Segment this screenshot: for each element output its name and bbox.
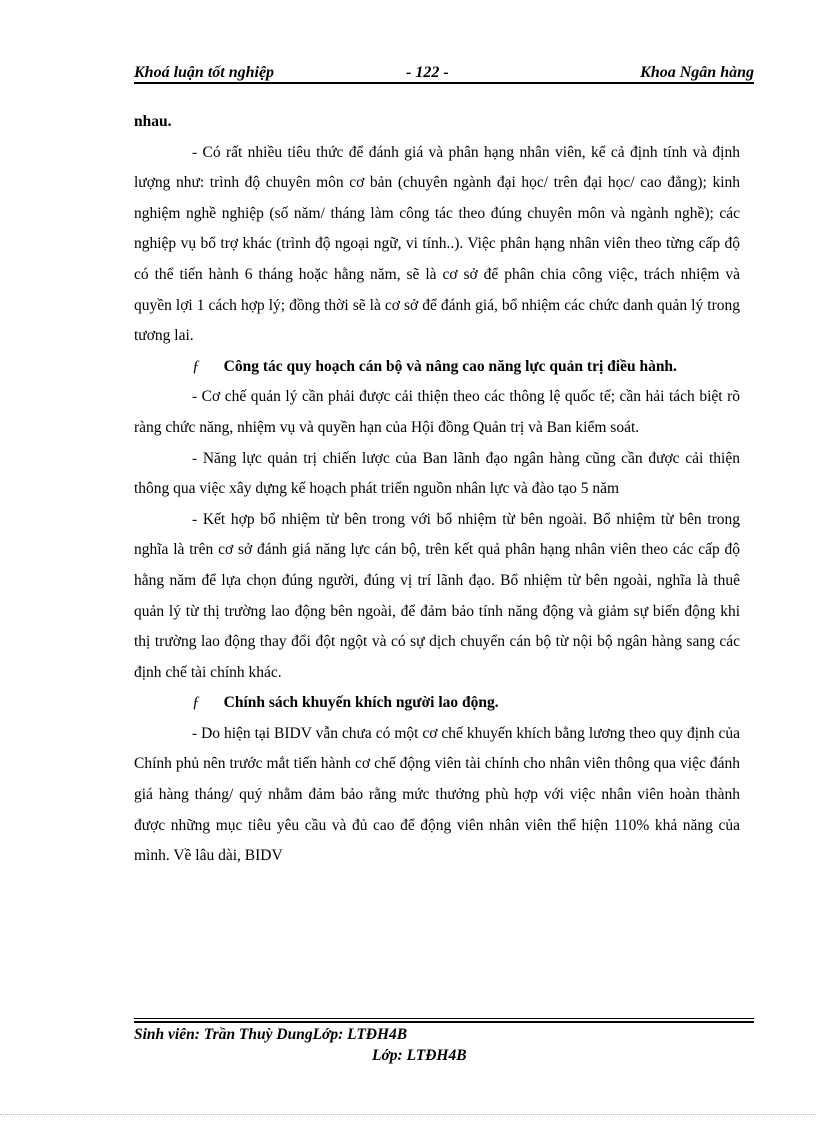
paragraph: - Cơ chế quản lý cần phải được cải thiện theo các thông lệ quốc tế; cần hải tách biệt rõ ràng chức năng, nhiệm vụ và quyền hạn của Hội đồng Quản trị và Ban kiểm soát. (134, 388, 740, 436)
section-heading-text: Công tác quy hoạch cán bộ và nâng cao năng lực quản trị điều hành. (223, 357, 677, 375)
section-heading (134, 688, 740, 719)
bullet-icon: ƒ (192, 694, 200, 712)
footer-rule (134, 1021, 754, 1023)
bullet-icon: ƒ (192, 357, 200, 375)
footer-rule (134, 1018, 754, 1019)
header-faculty-label: Khoa Ngân hàng (640, 64, 754, 81)
section-heading (134, 352, 740, 383)
section-heading-text: Chính sách khuyến khích người lao động. (223, 694, 499, 712)
document-body (134, 107, 740, 872)
paragraph-continuation: nhau. (134, 113, 172, 130)
page-bottom-border (0, 1114, 816, 1115)
paragraph: - Có rất nhiều tiêu thức để đánh giá và phân hạng nhân viên, kể cả định tính và định lượng như: trình độ chuyên môn cơ bản (chuyên ngành đại học/ trên đại học/ cao đẳng); kinh nghiệm nghề nghiệp (số năm/ tháng làm công tác theo đúng chuyên môn và ngành nghề); các nghiệp vụ bổ trợ khác (trình độ ngoại ngữ, vi tính..). Việc phân hạng nhân viên theo từng cấp độ có thể tiến hành 6 tháng hoặc hằng năm, sẽ là cơ sở để phân chia công việc, trách nhiệm và quyền lợi 1 cách hợp lý; đồng thời sẽ là cơ sở để đánh giá, bổ nhiệm các chức danh quản lý trong tương lai. (134, 143, 740, 345)
footer-student-line: Sinh viên: Trần Thuỳ DungLớp: LTĐH4B (134, 1026, 408, 1043)
paragraph: - Do hiện tại BIDV vẫn chưa có một cơ chế khuyến khích bằng lương theo quy định của Chính phủ nên trước mắt tiến hành cơ chế động viên tài chính cho nhân viên thông qua việc đánh giá hàng tháng/ quý nhằm đảm bảo rằng mức thưởng phù hợp với việc nhân viên hoàn thành được những mục tiêu yêu cầu và đủ cao để động viên nhân viên thể hiện 110% khả năng của mình. Về lâu dài, BIDV (134, 724, 740, 865)
footer-class-line: Lớp: LTĐH4B (372, 1047, 467, 1064)
paragraph: - Kết hợp bổ nhiệm từ bên trong với bổ nhiệm từ bên ngoài. Bổ nhiệm từ bên trong nghĩa là trên cơ sở đánh giá năng lực cán bộ, trên kết quả phân hạng nhân viên theo các cấp độ hằng năm để lựa chọn đúng người, đúng vị trí lãnh đạo. Bổ nhiệm từ bên ngoài, nghĩa là thuê quản lý từ thị trường lao động bên ngoài, để đảm bảo tính năng động và giảm sự biến động khi thị trường lao động thay đổi đột ngột và có sự dịch chuyển cán bộ từ nội bộ ngân hàng sang các định chế tài chính khác. (134, 510, 740, 681)
paragraph: - Năng lực quản trị chiến lược của Ban lãnh đạo ngân hàng cũng cần được cải thiện thông qua việc xây dựng kế hoạch phát triển nguồn nhân lực và đào tạo 5 năm (134, 449, 740, 498)
page-footer (134, 1024, 467, 1066)
header-rule (134, 82, 754, 84)
page-number: - 122 - (406, 64, 449, 81)
header-thesis-label: Khoá luận tốt nghiệp (134, 64, 275, 81)
